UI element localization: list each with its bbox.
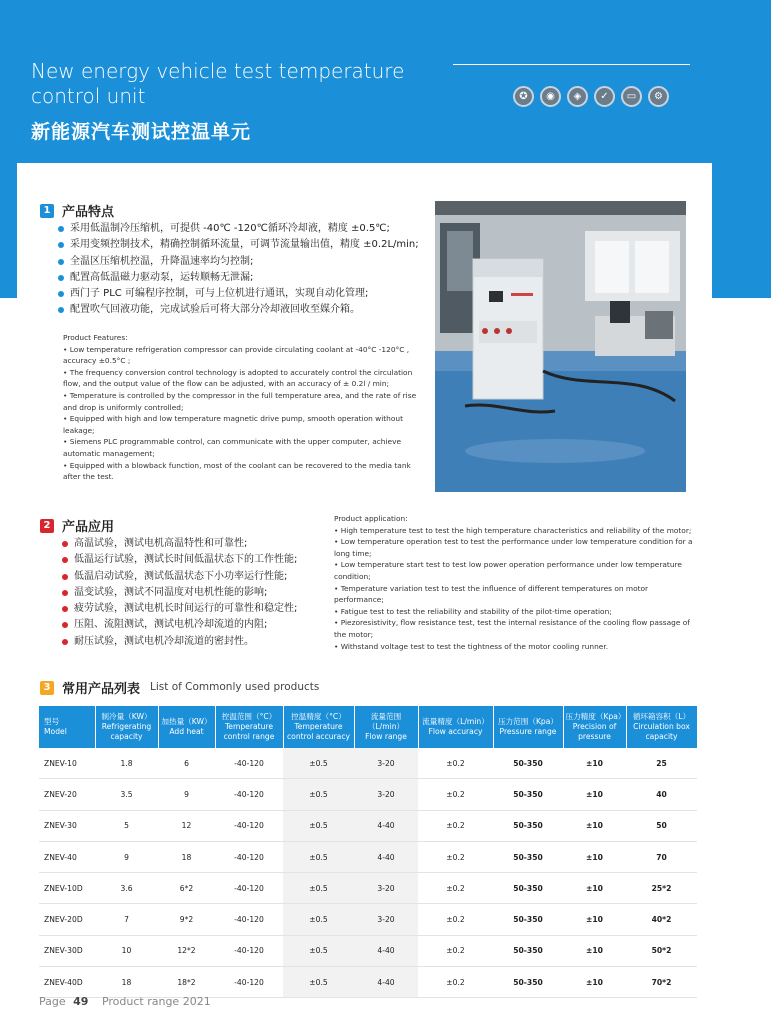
table-cell: -40-120 xyxy=(215,967,283,998)
section-title: 产品特点 xyxy=(62,205,115,220)
table-cell: -40-120 xyxy=(215,779,283,810)
table-cell: 50*2 xyxy=(626,935,697,966)
footer-title: Product range 2021 xyxy=(101,995,211,1008)
page-title-en: New energy vehicle test temperature control unit xyxy=(31,59,405,108)
table-cell: 5 xyxy=(95,810,158,841)
table-cell: 6*2 xyxy=(158,873,215,904)
table-cell: ±10 xyxy=(563,873,626,904)
list-item: 全温区压缩机控温，升降温速率均匀控制; xyxy=(58,254,419,270)
table-row xyxy=(39,873,697,904)
paragraph: • Temperature is controlled by the compressor in the full temperature area, and the rate of rise and drop is uniformly controlled; xyxy=(63,390,417,412)
list-item: 配置高低温磁力驱动泵，运转顺畅无泄漏; xyxy=(58,270,419,286)
table-cell: ±10 xyxy=(563,810,626,841)
section-title: 常用产品列表 xyxy=(62,682,141,697)
table-cell: 18 xyxy=(95,967,158,998)
paragraph: • Fatigue test to test the reliability and stability of the pilot-time operation; xyxy=(334,606,612,616)
column-header: 压力精度（Kpa） Precision of pressure xyxy=(563,706,626,748)
features-text-en xyxy=(63,332,423,483)
column-header: 控温范围（°C） Temperature control range xyxy=(215,706,283,748)
paragraph: • Piezoresistivity, flow resistance test, test the internal resistance of the cooling flow passage of the motor; xyxy=(334,618,690,639)
page-number: 49 xyxy=(73,995,89,1008)
section-title: 产品应用 xyxy=(62,520,115,535)
table-cell: ±0.2 xyxy=(418,810,493,841)
badge-icon: ✪ xyxy=(513,86,534,107)
table-cell: 25 xyxy=(626,748,697,779)
table-cell: ±0.2 xyxy=(418,841,493,872)
table-cell: ZNEV-40D xyxy=(39,967,95,998)
table-cell: ±10 xyxy=(563,967,626,998)
table-cell: ±0.2 xyxy=(418,935,493,966)
section-number: 3 xyxy=(40,681,54,695)
paragraph: • Low temperature start test to test low power operation performance under low temperature condition; xyxy=(334,560,682,581)
list-item: 西门子 PLC 可编程序控制，可与上位机进行通讯，实现自动化管理; xyxy=(58,286,419,302)
table-cell: 18*2 xyxy=(158,967,215,998)
list-item: 压阻、流阻测试，测试电机冷却流道的内阻; xyxy=(62,617,297,633)
table-cell: ZNEV-10 xyxy=(39,748,95,779)
table-cell: 4-40 xyxy=(354,841,418,872)
column-header: 流量范围（L/min） Flow range xyxy=(354,706,418,748)
application-heading-en: Product application: xyxy=(334,514,408,523)
table-cell: 4-40 xyxy=(354,810,418,841)
table-row xyxy=(39,779,697,810)
table-cell: ZNEV-10D xyxy=(39,873,95,904)
table-cell: 50-350 xyxy=(493,841,563,872)
list-item: 耐压试验，测试电机冷却流道的密封性。 xyxy=(62,634,297,650)
table-cell: 25*2 xyxy=(626,873,697,904)
table-row xyxy=(39,841,697,872)
table-cell: -40-120 xyxy=(215,873,283,904)
table-cell: 3.5 xyxy=(95,779,158,810)
table-cell: ZNEV-20D xyxy=(39,904,95,935)
tag-icon: ◈ xyxy=(567,86,588,107)
table-cell: 50-350 xyxy=(493,779,563,810)
table-cell: 3-20 xyxy=(354,779,418,810)
table-cell: 40*2 xyxy=(626,904,697,935)
application-text-en xyxy=(334,513,700,652)
table-cell: ±0.2 xyxy=(418,748,493,779)
list-item: 低温启动试验，测试低温状态下小功率运行性能; xyxy=(62,569,297,585)
column-header: 制冷量（KW） Refrigerating capacity xyxy=(95,706,158,748)
table-cell: 7 xyxy=(95,904,158,935)
table-cell: 70*2 xyxy=(626,967,697,998)
table-cell: 3.6 xyxy=(95,873,158,904)
paragraph: • Siemens PLC programmable control, can communicate with the upper computer, achieve automatic management; xyxy=(63,437,402,458)
section-products-heading xyxy=(40,678,140,697)
header-divider xyxy=(453,64,690,65)
table-cell: ±0.2 xyxy=(418,873,493,904)
table-cell: 6 xyxy=(158,748,215,779)
table-cell: 50-350 xyxy=(493,748,563,779)
gear-icon: ⚙ xyxy=(648,86,669,107)
table-cell: ±10 xyxy=(563,779,626,810)
list-item: 低温运行试验，测试长时间低温状态下的工作性能; xyxy=(62,552,297,568)
page-label: Page xyxy=(39,995,66,1008)
list-item: 高温试验，测试电机高温特性和可靠性; xyxy=(62,536,297,552)
table-cell: ±0.5 xyxy=(283,904,354,935)
table-cell: 9 xyxy=(158,779,215,810)
product-photo xyxy=(435,201,686,492)
table-cell: ±0.5 xyxy=(283,873,354,904)
table-cell: ±10 xyxy=(563,748,626,779)
table-cell: 3-20 xyxy=(354,873,418,904)
paragraph: • Temperature variation test to test the influence of different temperatures on motor performance; xyxy=(334,583,649,605)
section-number: 2 xyxy=(40,519,54,533)
table-cell: 50-350 xyxy=(493,810,563,841)
table-cell: ±0.5 xyxy=(283,841,354,872)
features-heading-en: Product Features: xyxy=(63,333,128,342)
list-item: 采用低温制冷压缩机，可提供 -40℃ -120℃循环冷却液，精度 ±0.5℃; xyxy=(58,221,419,237)
table-cell: -40-120 xyxy=(215,810,283,841)
paragraph: • High temperature test to test the high temperature characteristics and reliability of the motor; xyxy=(334,525,692,535)
feature-icons xyxy=(513,86,669,107)
table-cell: ZNEV-30D xyxy=(39,935,95,966)
table-cell: ±0.5 xyxy=(283,810,354,841)
column-header: 型号 Model xyxy=(39,706,95,748)
table-cell: 9*2 xyxy=(158,904,215,935)
table-cell: 50-350 xyxy=(493,935,563,966)
table-row xyxy=(39,904,697,935)
table-cell: 12 xyxy=(158,810,215,841)
column-header: 压力范围（Kpa） Pressure range xyxy=(493,706,563,748)
table-cell: ±10 xyxy=(563,935,626,966)
paragraph: • Withstand voltage test to test the tightness of the motor cooling runner. xyxy=(334,641,609,651)
table-cell: ZNEV-40 xyxy=(39,841,95,872)
table-cell: ±0.5 xyxy=(283,935,354,966)
table-cell: -40-120 xyxy=(215,935,283,966)
section-features-heading xyxy=(40,201,114,220)
table-cell: 12*2 xyxy=(158,935,215,966)
product-table xyxy=(39,706,698,998)
table-cell: 70 xyxy=(626,841,697,872)
table-cell: ±0.2 xyxy=(418,967,493,998)
monitor-icon: ▭ xyxy=(621,86,642,107)
page-footer xyxy=(39,995,211,1008)
paragraph: • Equipped with high and low temperature magnetic drive pump, smooth operation without leakage; xyxy=(63,414,403,435)
products-subtitle-en: List of Commonly used products xyxy=(150,681,320,693)
table-cell: ZNEV-20 xyxy=(39,779,95,810)
table-cell: ±10 xyxy=(563,841,626,872)
thumbs-up-icon: ✓ xyxy=(594,86,615,107)
list-item: 温变试验，测试不同温度对电机性能的影响; xyxy=(62,585,297,601)
table-cell: 1.8 xyxy=(95,748,158,779)
table-cell: ±0.2 xyxy=(418,779,493,810)
paragraph: • The frequency conversion control technology is adopted to accurately control the circulation flow, and the output value of the flow can be adjusted, with an accuracy of ± 0.2l / min; xyxy=(63,367,413,389)
table-cell: 50-350 xyxy=(493,873,563,904)
table-cell: 3-20 xyxy=(354,904,418,935)
table-cell: -40-120 xyxy=(215,841,283,872)
table-row xyxy=(39,748,697,779)
column-header: 加热量（KW） Add heat xyxy=(158,706,215,748)
paragraph: • Low temperature refrigeration compressor can provide circulating coolant at -40°C -120°C , accuracy ±0.5°C ; xyxy=(63,344,410,366)
bulb-icon: ◉ xyxy=(540,86,561,107)
table-cell: ±0.5 xyxy=(283,967,354,998)
list-item: 采用变频控制技术，精确控制循环流量，可调节流量输出值，精度 ±0.2L/min; xyxy=(58,237,419,253)
section-number: 1 xyxy=(40,204,54,218)
column-header: 控温精度（°C） Temperature control accuracy xyxy=(283,706,354,748)
table-cell: 50 xyxy=(626,810,697,841)
table-cell: ±0.2 xyxy=(418,904,493,935)
column-header: 循环箱容积（L） Circulation box capacity xyxy=(626,706,697,748)
table-cell: 3-20 xyxy=(354,748,418,779)
list-item: 配置吹气回液功能，完成试验后可将大部分冷却液回收至媒介箱。 xyxy=(58,302,419,318)
table-cell: ±10 xyxy=(563,904,626,935)
paragraph: • Low temperature operation test to test the performance under low temperature condition for a long time; xyxy=(334,537,693,558)
table-cell: ±0.5 xyxy=(283,779,354,810)
table-cell: 50-350 xyxy=(493,967,563,998)
table-cell: -40-120 xyxy=(215,904,283,935)
table-body xyxy=(39,748,697,998)
table-cell: 4-40 xyxy=(354,967,418,998)
page-title-cn: 新能源汽车测试控温单元 xyxy=(31,121,252,143)
table-row xyxy=(39,967,697,998)
table-cell: ±0.5 xyxy=(283,748,354,779)
paragraph: • Equipped with a blowback function, most of the coolant can be recovered to the media tank after the test. xyxy=(63,460,411,482)
list-item: 疲劳试验，测试电机长时间运行的可靠性和稳定性; xyxy=(62,601,297,617)
table-cell: 50-350 xyxy=(493,904,563,935)
features-list-cn xyxy=(58,221,419,319)
table-row xyxy=(39,935,697,966)
column-header: 流量精度（L/min） Flow accuracy xyxy=(418,706,493,748)
table-cell: 4-40 xyxy=(354,935,418,966)
table-cell: -40-120 xyxy=(215,748,283,779)
table-row xyxy=(39,810,697,841)
table-header-row xyxy=(39,706,697,748)
table-cell: 18 xyxy=(158,841,215,872)
table-cell: 9 xyxy=(95,841,158,872)
section-application-heading xyxy=(40,516,114,535)
table-cell: 10 xyxy=(95,935,158,966)
table-cell: 40 xyxy=(626,779,697,810)
application-list-cn xyxy=(62,536,297,650)
table-cell: ZNEV-30 xyxy=(39,810,95,841)
